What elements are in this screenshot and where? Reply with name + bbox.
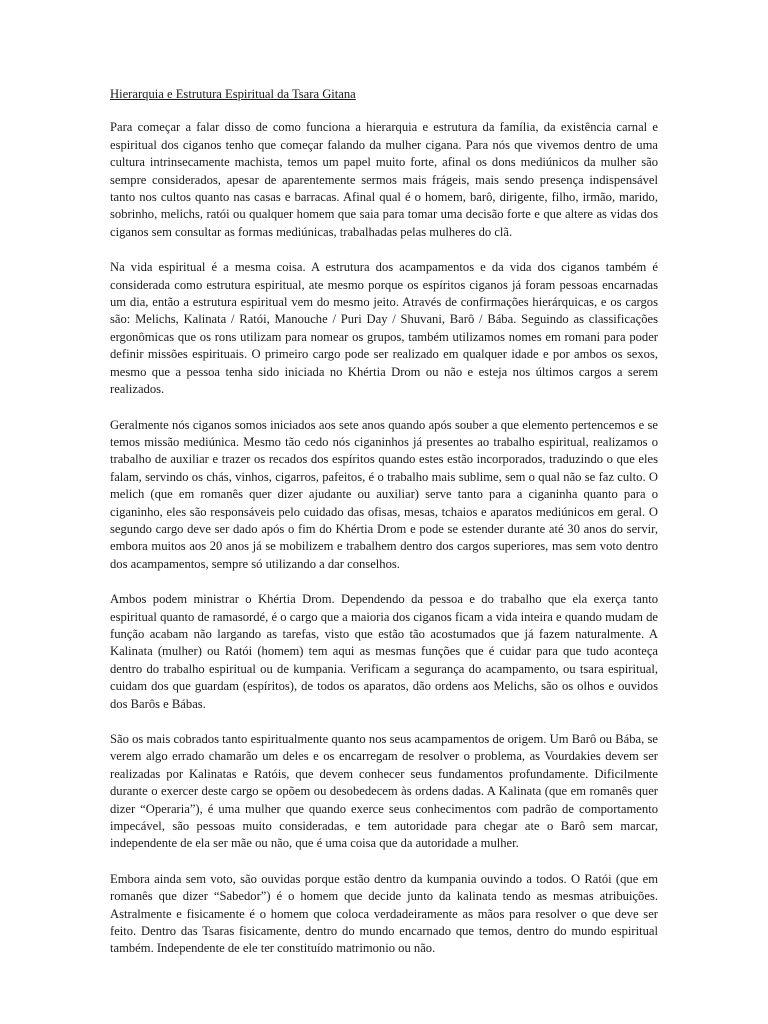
paragraph-4: Ambos podem ministrar o Khértia Drom. Dependendo da pessoa e do trabalho que ela exerça tanto espiritual quanto de ramasordé, é o cargo que a maioria dos ciganos ficam a vida inteira e quando mudam de função acabam não largando as tarefas, visto que estão tão acostumados que já fazem naturalmente. A Kalinata (mulher) ou Ratói (homem) tem aqui as mesmas funções que é cuidar para que tudo aconteça dentro do trabalho espiritual ou de kumpania. Verificam a segurança do acampamento, ou tsara espiritual, cuidam dos que guardam (espíritos), de todos os aparatos, dão ordens aos Melichs, são os olhos e ouvidos dos Barôs e Bábas. [110,592,658,711]
document-title: Hierarquia e Estrutura Espiritual da Tsara Gitana [110,87,356,101]
paragraph-2: Na vida espiritual é a mesma coisa. A estrutura dos acampamentos e da vida dos ciganos também é considerada como estrutura espiritual, ate mesmo porque os espíritos ciganos já foram pessoas encarnadas um dia, então a estrutura espiritual vem do mesmo jeito. Através de confirmações hierárquicas, e os cargos são: Melichs, Kalinata / Ratói, Manouche / Puri Day / Shuvani, Barô / Bába. Seguindo as classificações ergonômicas que os rons utilizam para nomear os grupos, também utilizamos nomes em romani para poder definir missões espirituais. O primeiro cargo pode ser realizado em qualquer idade e por ambos os sexos, mesmo que a pessoa tenha sido iniciada no Khértia Drom ou não e esteja nos últimos cargos a serem realizados. [110,260,658,397]
paragraph-3: Geralmente nós ciganos somos iniciados aos sete anos quando após souber a que elemento pertencemos e se temos missão mediúnica. Mesmo tão cedo nós ciganinhos já presentes ao trabalho espiritual, realizamos o trabalho de auxiliar e trazer os recados dos espíritos quando estes estão incorporados, traduzindo o que eles falam, servindo os chás, vinhos, cigarros, pafeitos, é o trabalho mais sublime, sem o qual não se faz culto. O melich (que em romanês quer dizer ajudante ou auxiliar) serve tanto para a ciganinha quanto para o ciganinho, eles são responsáveis pelo cuidado das ofisas, mesas, tchaios e aparatos mediúnicos em geral. O segundo cargo deve ser dado após o fim do Khértia Drom e pode se estender durante até 30 anos do servir, embora muitos aos 20 anos já se mobilizem e trabalhem dentro dos cargos superiores, mas sem voto dentro dos acampamentos, sempre só utilizando a dar conselhos. [110,417,658,571]
paragraph-5: São os mais cobrados tanto espiritualmente quanto nos seus acampamentos de origem. Um Barô ou Bába, se verem algo errado chamarão um deles e os encarregam de resolver o problema, as Vourdakies devem ser realizadas por Kalinatas e Ratóis, que devem conhecer seus fundamentos profundamente. Dificilmente durante o exercer deste cargo se opõem ou desobedecem às ordens dadas. A Kalinata (que em romanês quer dizer “Operaria”), é uma mulher que quando exerce seus conhecimentos com padrão de comportamento impecável, são pessoas muito consideradas, e tem autoridade para chegar ate o Barô sem marcar, independente de ela ser mãe ou não, que é uma coisa que da autoridade a mulher. [110,732,658,851]
paragraph-6: Embora ainda sem voto, são ouvidas porque estão dentro da kumpania ouvindo a todos. O Ratói (que em romanês que dizer “Sabedor”) é o homem que decide junto da kalinata tendo as mesmas atribuições. Astralmente e fisicamente é o homem que coloca verdadeiramente as mãos para resolver o que deve ser feito. Dentro das Tsaras fisicamente, dentro do mundo encarnado que temos, dentro do mundo espiritual também. Independente de ele ter constituído matrimonio ou não. [110,871,658,956]
paragraph-1: Para começar a falar disso de como funciona a hierarquia e estrutura da família, da existência carnal e espiritual dos ciganos tenho que começar falando da mulher cigana. Para nós que vivemos dentro de uma cultura intrinsecamente machista, temos um papel muito forte, afinal os dons mediúnicos da mulher são sempre considerados, apesar de aparentemente sermos mais frágeis, mais sendo presença indispensável tanto nos cultos quanto nas casas e barracas. Afinal qual é o homem, barô, dirigente, filho, irmão, marido, sobrinho, melichs, ratói ou qualquer homem que saia para tomar uma decisão forte e que altere as vidas dos ciganos sem consultar as formas mediúnicas, trabalhadas pelas mulheres do clã. [110,120,658,239]
document-body [110,86,658,976]
